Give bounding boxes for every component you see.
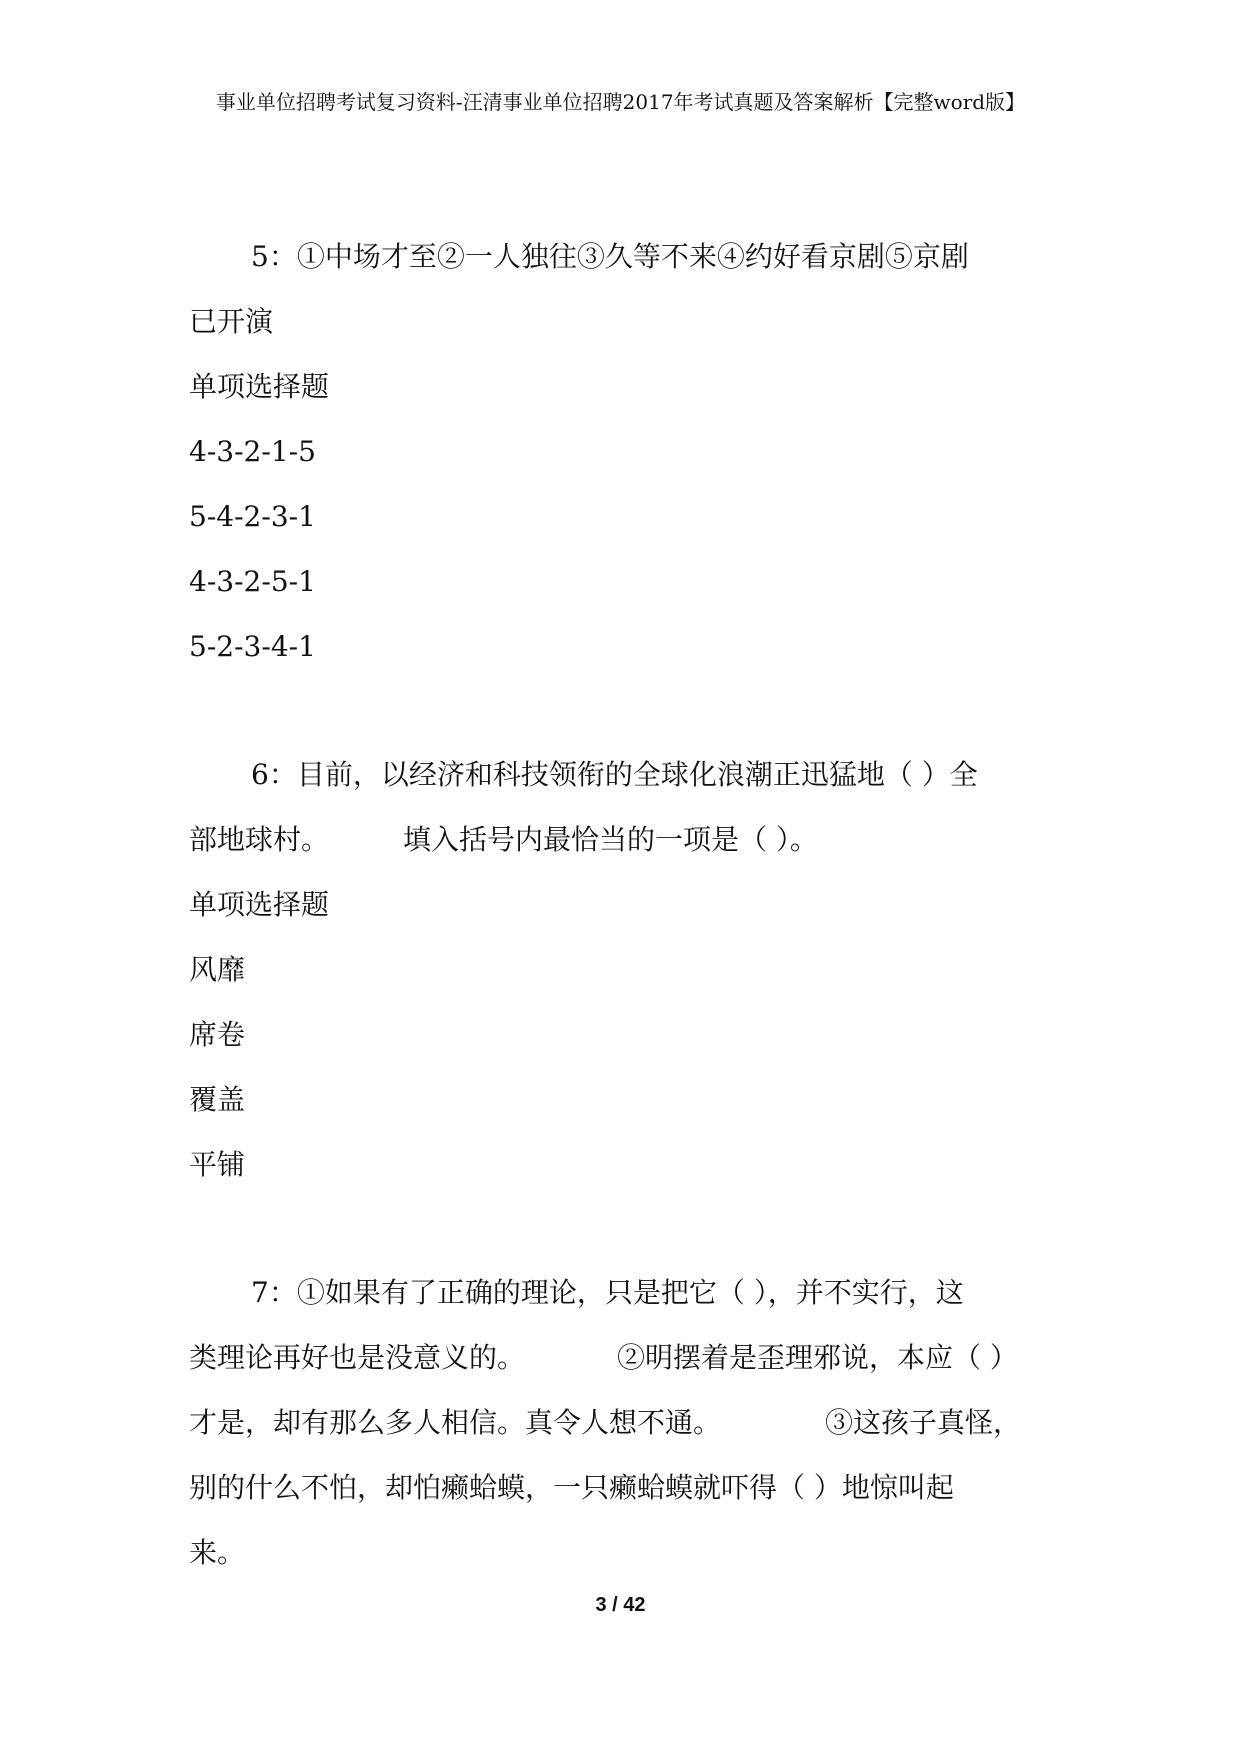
question-6-stem-part-b: 填入括号内最恰当的一项是（ ）。	[403, 823, 818, 856]
question-6-stem-line-1: 6：目前，以经济和科技领衔的全球化浪潮正迅猛地（ ）全	[251, 758, 978, 791]
document-header: 事业单位招聘考试复习资料-汪清事业单位招聘2017年考试真题及答案解析【完整word版】	[215, 90, 1026, 114]
question-5-option-d: 5-2-3-4-1	[189, 630, 316, 663]
question-6-type: 单项选择题	[189, 888, 330, 921]
question-7	[189, 1260, 1061, 1585]
question-6	[189, 742, 1061, 1197]
question-7-stem-line-2	[189, 1325, 1061, 1390]
question-7-stem-part-3: 才是，却有那么多人相信。真令人想不通。	[189, 1406, 722, 1439]
question-5	[189, 224, 1061, 679]
question-7-stem-line-3	[189, 1390, 1061, 1455]
question-6-option-b: 席卷	[189, 1018, 246, 1051]
question-6-option-a: 风靡	[189, 953, 246, 986]
question-5-option-c: 4-3-2-5-1	[189, 565, 316, 598]
page-number: 3 / 42	[595, 1594, 646, 1616]
question-7-stem-part-2: ②明摆着是歪理邪说，本应（ ）	[617, 1341, 1018, 1374]
question-5-type: 单项选择题	[189, 370, 330, 403]
question-7-stem-line-5: 来。	[189, 1536, 246, 1569]
question-5-option-a: 4-3-2-1-5	[189, 435, 316, 468]
question-6-stem-line-2	[189, 807, 1061, 872]
question-5-stem-line-1: 5：①中场才至②一人独往③久等不来④约好看京剧⑤京剧	[251, 240, 969, 273]
question-7-stem-line-4: 别的什么不怕，却怕癞蛤蟆，一只癞蛤蟆就吓得（ ）地惊叫起	[189, 1471, 954, 1504]
question-6-option-c: 覆盖	[189, 1083, 246, 1116]
question-7-stem-part-4: ③这孩子真怪，	[825, 1406, 1022, 1439]
question-6-option-d: 平铺	[189, 1148, 246, 1181]
question-7-stem-part-1: 类理论再好也是没意义的。	[189, 1341, 526, 1374]
question-6-stem-part-a: 部地球村。	[189, 823, 330, 856]
question-5-stem-line-2: 已开演	[189, 305, 274, 338]
question-5-option-b: 5-4-2-3-1	[189, 500, 316, 533]
question-7-stem-line-1: 7：①如果有了正确的理论，只是把它（ ），并不实行，这	[251, 1276, 964, 1309]
